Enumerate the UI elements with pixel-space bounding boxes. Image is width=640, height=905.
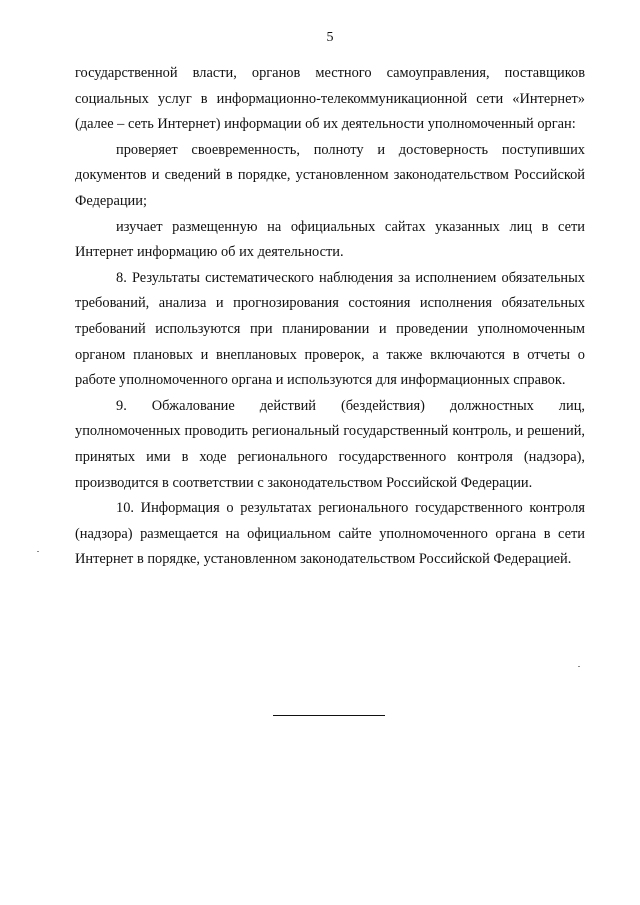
text-line: орган: — [537, 116, 576, 133]
paragraph-studies — [75, 215, 585, 266]
end-divider-line — [273, 715, 385, 716]
text-line: (далее – сеть Интернет) информации об их деятельности уполномоченный — [75, 116, 534, 133]
text-line: (надзора), производится в соответствии с законодательством Российской — [75, 448, 585, 491]
text-line: включаются в отчеты о работе уполномоченного органа и используются для — [75, 346, 585, 389]
text-line: 9. Обжалование действий (бездействия) должностных лиц, — [116, 397, 585, 414]
text-line: 10. Информация о результатах регионального государственного — [116, 500, 523, 517]
text-line: изучает размещенную на официальных сайтах указанных лиц в сети — [116, 218, 585, 235]
text-line: Федерации. — [460, 474, 533, 491]
paragraph-continuation — [75, 61, 585, 138]
text-line: информационных справок. — [400, 372, 566, 389]
text-line: 8. Результаты систематического наблюдения за исполнением — [116, 269, 497, 286]
text-line: проверяет своевременность, полноту и достоверность поступивших — [116, 141, 585, 158]
text-line: Российской Федерацией. — [418, 551, 572, 568]
scan-speck — [37, 551, 39, 552]
text-line: решений, принятых ими в ходе регионального государственного контроля — [75, 423, 585, 465]
text-line: государственной власти, органов местного самоуправления, поставщиков — [75, 65, 585, 81]
text-line: социальных услуг в информационно-телекоммуникационной сети «Интернет» — [75, 90, 585, 107]
paragraph-item-10 — [75, 496, 585, 573]
text-line: контроля (надзора) размещается на официальном сайте уполномоченного — [75, 500, 585, 542]
text-line: документов и сведений в порядке, установленном законодательством — [75, 167, 509, 184]
document-body — [75, 61, 585, 573]
page-number: 5 — [326, 30, 334, 45]
paragraph-item-9 — [75, 394, 585, 496]
text-line: органа в сети Интернет в порядке, установленном законодательством — [75, 525, 586, 568]
paragraph-checks — [75, 138, 585, 215]
text-line: обязательных требований, анализа и прогнозирования состояния исполнения — [75, 269, 585, 312]
text-line: Российской Федерации; — [75, 167, 585, 209]
text-line: уполномоченных проводить региональный государственный контроль, и — [75, 423, 524, 440]
text-line: уполномоченным органом плановых и внеплановых проверок, а также — [75, 320, 585, 363]
text-line: обязательных требований используются при планировании и проведении — [75, 295, 585, 337]
text-line: Интернет информацию об их деятельности. — [75, 244, 344, 261]
paragraph-item-8 — [75, 266, 585, 394]
scan-speck — [578, 666, 580, 667]
